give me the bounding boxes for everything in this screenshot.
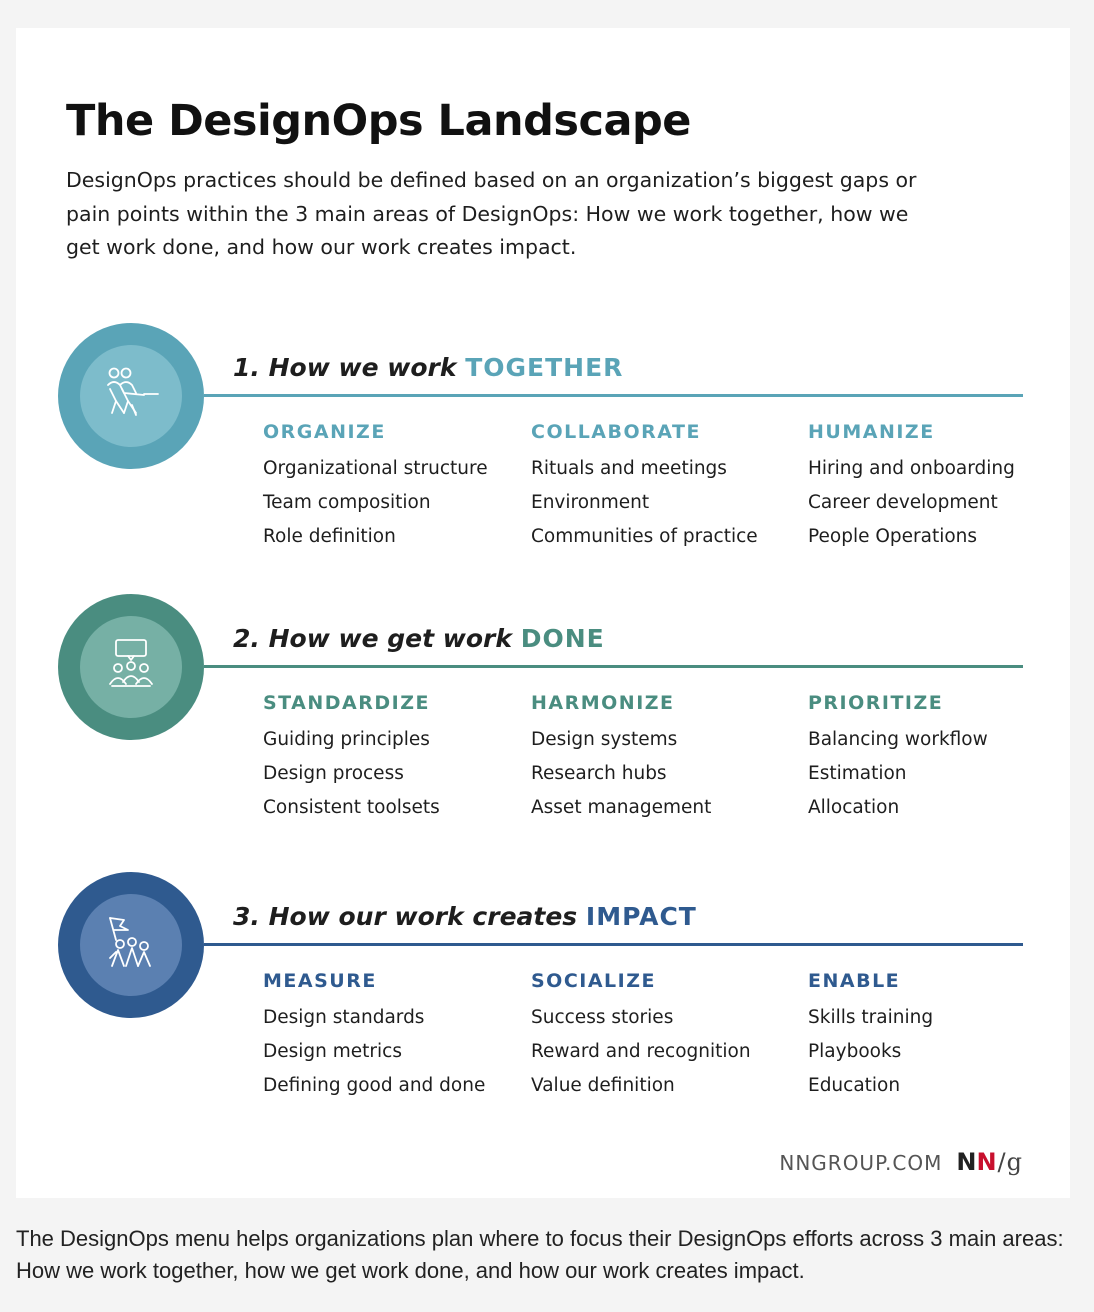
- list-item: Research hubs: [531, 763, 667, 784]
- list-item: Playbooks: [808, 1041, 902, 1062]
- flag-rally-icon: [80, 894, 182, 996]
- list-item: Design process: [263, 763, 404, 784]
- list-item: Success stories: [531, 1007, 674, 1028]
- list-item: Balancing workflow: [808, 729, 988, 750]
- logo-letter: N: [956, 1148, 977, 1176]
- section-together: [16, 323, 1070, 563]
- list-item: Design standards: [263, 1007, 425, 1028]
- list-item: Reward and recognition: [531, 1041, 751, 1062]
- list-item: Communities of practice: [531, 526, 758, 547]
- list-item: Asset management: [531, 797, 712, 818]
- column-title: COLLABORATE: [531, 421, 701, 443]
- column-title: HARMONIZE: [531, 692, 675, 714]
- logo-slash: /: [997, 1148, 1006, 1176]
- list-item: Career development: [808, 492, 998, 513]
- list-item: Design metrics: [263, 1041, 402, 1062]
- column-collaborate: [531, 421, 791, 554]
- section-1-heading-accent: TOGETHER: [465, 353, 624, 382]
- list-item: Estimation: [808, 763, 907, 784]
- list-item: Value definition: [531, 1075, 675, 1096]
- column-title: PRIORITIZE: [808, 692, 944, 714]
- column-enable: [808, 970, 1068, 1103]
- section-3-heading-accent: IMPACT: [585, 902, 697, 931]
- list-item: Consistent toolsets: [263, 797, 440, 818]
- list-item: Hiring and onboarding: [808, 458, 1015, 479]
- list-item: Design systems: [531, 729, 678, 750]
- list-item: Environment: [531, 492, 650, 513]
- credit: [779, 1148, 1022, 1176]
- logo-letter: N: [976, 1148, 997, 1176]
- column-title: STANDARDIZE: [263, 692, 430, 714]
- section-2-heading-prefix: 2. How we get work: [233, 624, 521, 653]
- list-item: Allocation: [808, 797, 900, 818]
- list-item: Defining good and done: [263, 1075, 486, 1096]
- column-socialize: [531, 970, 791, 1103]
- list-item: Guiding principles: [263, 729, 430, 750]
- site-name: NNGROUP.COM: [779, 1151, 943, 1175]
- intro-paragraph: DesignOps practices should be defined based on an organization’s biggest gaps or pain points within the 3 main areas of DesignOps: How we work together, how we get work done, and how our work creates impact.: [66, 168, 917, 259]
- section-3-circle: [58, 872, 204, 1018]
- nng-logo: [956, 1148, 1022, 1176]
- section-1-rule: [204, 394, 1023, 397]
- column-title: ENABLE: [808, 970, 901, 992]
- list-item: Team composition: [263, 492, 431, 513]
- column-harmonize: [531, 692, 791, 825]
- logo-letter: g: [1006, 1148, 1022, 1176]
- column-measure: [263, 970, 523, 1103]
- section-2-rule: [204, 665, 1023, 668]
- team-meeting-icon: [80, 616, 182, 718]
- column-title: ORGANIZE: [263, 421, 386, 443]
- section-3-heading: [233, 902, 697, 931]
- list-item: Skills training: [808, 1007, 934, 1028]
- section-2-heading-accent: DONE: [520, 624, 605, 653]
- column-humanize: [808, 421, 1068, 554]
- list-item: People Operations: [808, 526, 978, 547]
- section-1-heading-prefix: 1. How we work: [233, 353, 466, 382]
- column-organize: [263, 421, 523, 554]
- column-prioritize: [808, 692, 1068, 825]
- section-1-circle: [58, 323, 204, 469]
- section-1-heading: [233, 353, 623, 382]
- section-3-heading-prefix: 3. How our work creates: [233, 902, 586, 931]
- column-title: SOCIALIZE: [531, 970, 656, 992]
- list-item: Rituals and meetings: [531, 458, 727, 479]
- list-item: Role definition: [263, 526, 396, 547]
- infographic-card: [16, 28, 1070, 1198]
- column-standardize: [263, 692, 523, 825]
- section-3-rule: [204, 943, 1023, 946]
- figure-caption: The DesignOps menu helps organizations plan where to focus their DesignOps efforts across 3 main areas: How we work together, how we get work done, and how our work creates impact.: [16, 1226, 1064, 1283]
- column-title: HUMANIZE: [808, 421, 935, 443]
- column-title: MEASURE: [263, 970, 377, 992]
- tug-of-war-team-icon: [80, 345, 182, 447]
- section-impact: [16, 872, 1070, 1112]
- section-2-circle: [58, 594, 204, 740]
- section-done: [16, 594, 1070, 834]
- page-title: The DesignOps Landscape: [66, 96, 691, 146]
- list-item: Organizational structure: [263, 458, 488, 479]
- list-item: Education: [808, 1075, 901, 1096]
- section-2-heading: [233, 624, 605, 653]
